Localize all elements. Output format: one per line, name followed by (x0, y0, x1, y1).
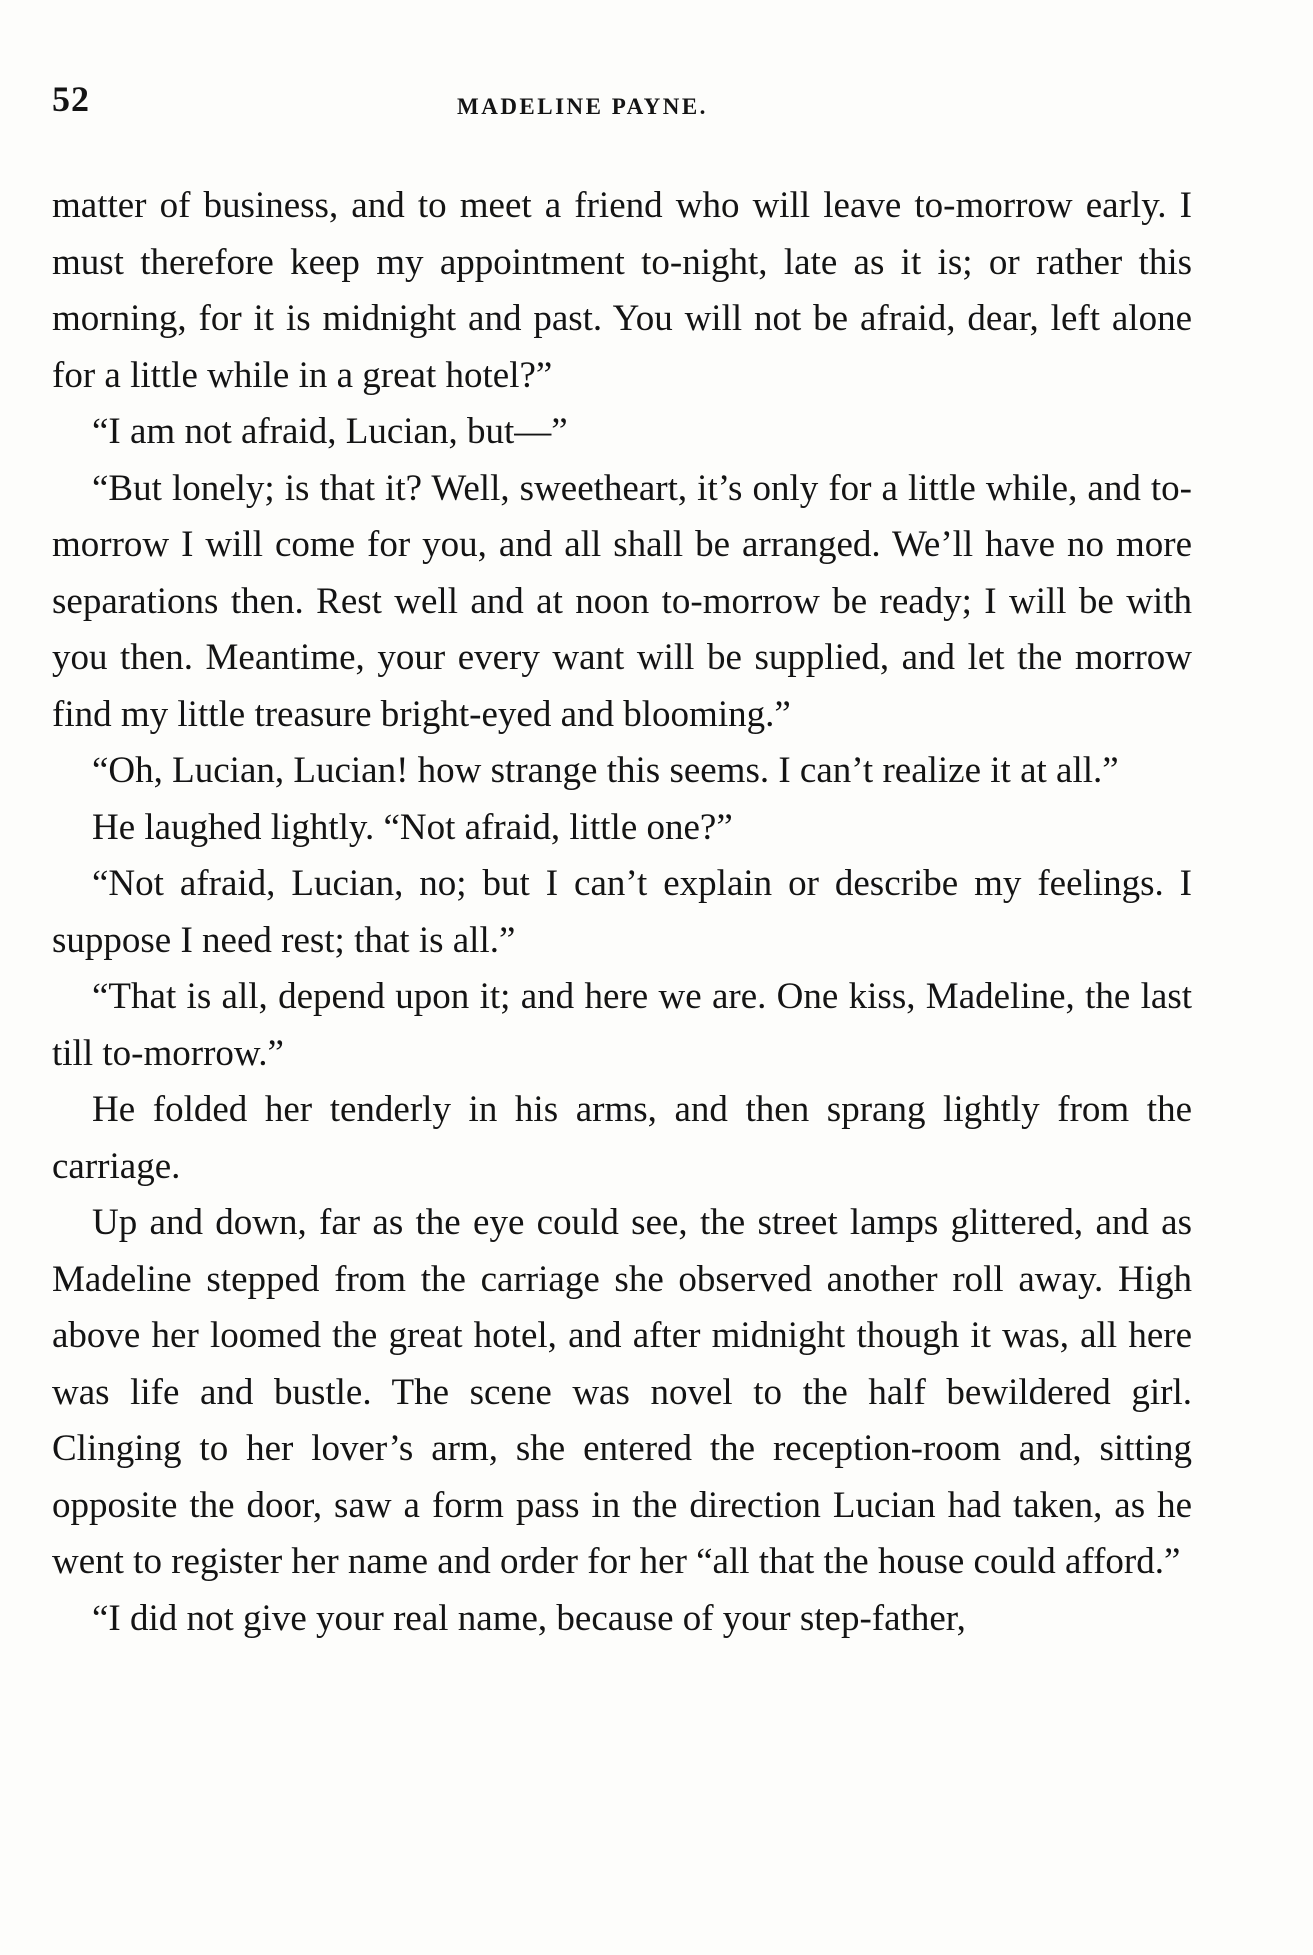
paragraph: He folded her tenderly in his arms, and then sprang lightly from the carriage. (52, 1089, 1192, 1187)
paragraph: “I am not afraid, Lucian, but—” (92, 411, 568, 452)
paragraph: “Not afraid, Lucian, no; but I can’t explain or describe my feelings. I suppose I need rest; that is all.” (52, 863, 1192, 961)
paragraph: “Oh, Lucian, Lucian! how strange this seems. I can’t realize it at all.” (92, 750, 1119, 791)
paragraph-continued: matter of business, and to meet a friend who will leave to-morrow early. I must therefore keep my appointment to-night, late as it is; or rather this morning, for it is midnight and past. You will not be afraid, dear, left alone for a little while in a great hotel?” (52, 185, 1192, 396)
body-text (52, 178, 1192, 1647)
paragraph: “That is all, depend upon it; and here we are. One kiss, Madeline, the last till to-morrow.” (52, 976, 1192, 1074)
paragraph: Up and down, far as the eye could see, the street lamps glittered, and as Madeline stepped from the carriage she observed another roll away. High above her loomed the great hotel, and after midnight though it was, all here was life and bustle. The scene was novel to the half bewildered girl. Clinging to her lover’s arm, she entered the reception-room and, sitting opposite the door, saw a form pass in the direction Lucian had taken, as he went to register her name and order for her “all that the house could afford.” (52, 1202, 1192, 1582)
running-title: MADELINE PAYNE. (457, 94, 708, 119)
page-number: 52 (52, 79, 90, 119)
paragraph: He laughed lightly. “Not afraid, little one?” (92, 806, 733, 848)
paragraph: “But lonely; is that it? Well, sweetheart, it’s only for a little while, and to-morrow I will come for you, and all shall be arranged. We’ll have no more separations then. Rest well and at noon to-morrow be ready; I will be with you then. Meantime, your every want will be supplied, and let the morrow find my little treasure bright-eyed and blooming.” (52, 467, 1192, 735)
running-head (52, 78, 1192, 128)
paragraph-final: “I did not give your real name, because of your step-father, (92, 1597, 966, 1639)
